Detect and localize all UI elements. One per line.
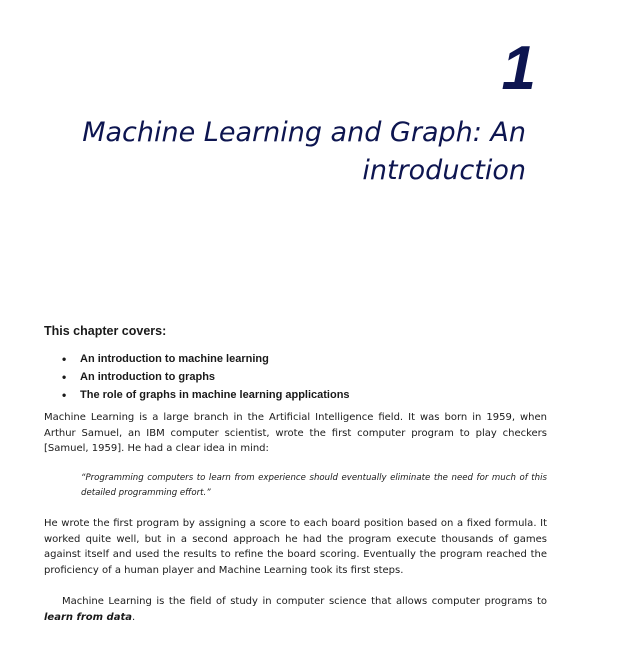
- covers-item-label: An introduction to graphs: [80, 371, 216, 383]
- block-quote: “Programming computers to learn from experience should eventually eliminate the need for much of this detailed programming effort.”: [81, 473, 547, 498]
- bullet-icon: •: [62, 352, 67, 366]
- covers-item-label: The role of graphs in machine learning applications: [80, 389, 350, 401]
- covers-item-label: An introduction to machine learning: [80, 353, 269, 365]
- emphasis-learn-from-data: learn from data: [44, 611, 132, 623]
- chapter-title: Machine Learning and Graph: An introduction: [82, 117, 526, 186]
- covers-list: [62, 350, 350, 404]
- covers-heading: This chapter covers:: [44, 324, 167, 338]
- body-paragraph-3: [44, 594, 547, 625]
- covers-list-item: [62, 350, 350, 368]
- paragraph-3-end: .: [131, 611, 136, 623]
- paragraph-3-start: Machine Learning is the field of study in computer science that allows computer programs to: [62, 596, 547, 607]
- body-paragraph-1: Machine Learning is a large branch in the Artificial Intelligence field. It was born in 1959, when Arthur Samuel, an IBM computer scientist, wrote the first computer program to play checkers [Samuel, 1959]. He had a clear idea in mind:: [44, 412, 547, 454]
- covers-list-item: [62, 368, 350, 386]
- bullet-icon: •: [62, 370, 67, 384]
- body-paragraph-2: He wrote the first program by assigning a score to each board position based on a fixed formula. It worked quite well, but in a second approach he had the program execute thousands of games against itself and used the results to refine the board scoring. Eventually the program reached the proficiency of a human player and Machine Learning took its first steps.: [44, 518, 547, 576]
- bullet-icon: •: [62, 388, 67, 402]
- chapter-number: 1: [501, 34, 536, 103]
- covers-list-item: [62, 386, 350, 404]
